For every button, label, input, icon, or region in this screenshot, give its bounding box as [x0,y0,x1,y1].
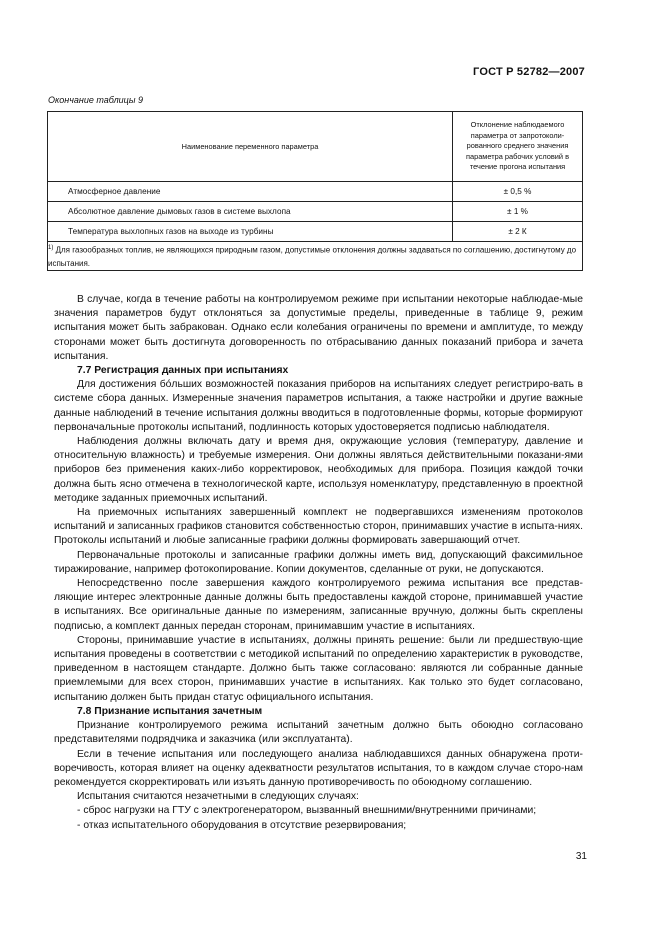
paragraph: Если в течение испытания или последующего анализа наблюдавшихся данных обнаружена проти-воречивость, которая влияет на оценку адекватности результатов испытания, то в каждом случае сторо-нам рекомендуется скорректировать или изъять данную противоречивость по обоюдному соглашению. [54,748,583,788]
paragraph: На приемочных испытаниях завершенный комплект не подвергавшихся изменениям протоколов испытаний и записанных графиков становится собственностью сторон, принимавших участие в испыта-ниях. Протоколы испытаний и любые записанные графики должны формировать завершающий отчет. [54,507,583,547]
paragraph: Стороны, принимавшие участие в испытаниях, должны принять решение: были ли предшествую-щие испытания проведены в соответствии с методикой испытаний по определению характеристик в руководстве, приведенном в настоящем стандарте. Должно быть также согласовано: являются ли собранные данные приемлемыми для всех сторон, принимавших участие в испытаниях. Как только это будет согласовано, испытанию должен быть придан статус официального испытания. [54,634,583,703]
table-caption: Окончание таблицы 9 [48,95,143,105]
param-cell: Атмосферное давление [48,182,453,202]
table-footnote [48,242,583,271]
deviation-cell: ± 1 % [453,202,583,222]
footnote-mark: 1) [48,245,54,251]
standard-header: ГОСТ Р 52782—2007 [473,66,585,78]
table-row [48,222,583,242]
table-9 [47,111,583,271]
paragraph: Первоначальные протоколы и записанные графики должны иметь вид, допускающий факсимильное тиражирование, например фотокопирование. Копии документов, сделанные от руки, не допускаются. [54,549,583,575]
paragraph: В случае, когда в течение работы на контролируемом режиме при испытании некоторые наблюдае-мые значения параметров будут отклоняться за допустимые пределы, приведенные в таблице 9, режим испытания может быть забракован. Однако если колебания ограничены по времени и амплитуде, то между сторонами может быть достигнута договоренность по отбрасыванию данных показаний прибора и зачета испытания. [54,294,583,362]
deviation-cell: ± 2 К [453,222,583,242]
header-deviation [453,112,583,182]
paragraph: Испытания считаются незачетными в следующих случаях: [77,791,359,803]
list-item: - отказ испытательного оборудования в отсутствие резервирования; [77,819,407,831]
table-row [48,202,583,222]
paragraph: Для достижения бо́льших возможностей показания приборов на испытаниях следует регистриро-вать в системе сбора данных. Измеренные значения параметров испытания, а также настройки и другие важные данные наблюдений в течение испытания должны вводиться в подготовленные формы, которые формируют первоначальные протоколы испытаний, подлинность которых удостоверяется подписью наблюдателя. [54,379,583,433]
body-text [54,293,583,833]
header-deviation-line: параметра от запротоколи- [470,130,565,140]
param-cell: Абсолютное давление дымовых газов в системе выхлопа [48,202,453,222]
section-heading-7-7: 7.7 Регистрация данных при испытаниях [77,365,289,377]
table-row [48,182,583,202]
header-deviation-line: течение прогона испытания [469,162,566,172]
section-heading-7-8: 7.8 Признание испытания зачетным [77,705,263,717]
paragraph: Признание контролируемого режима испытаний зачетным должно быть обоюдно согласовано представителями подрядчика и заказчика (или эксплуатанта). [54,720,583,746]
paragraph: Непосредственно после завершения каждого контролируемого режима испытания все представ-ляющие интерес электронные данные должны быть предоставлены каждой стороне, принимавшей участие в испытаниях. Все оригинальные данные по измерениям, записанные вручную, должны быть скреплены подписью, а комплект данных передан сторонам, принимавшим участие в испытаниях. [54,578,583,632]
deviation-cell: ± 0,5 % [453,182,583,202]
param-cell: Температура выхлопных газов на выходе из турбины [48,222,453,242]
table-footnote-row [48,242,583,271]
table-header-row [48,112,583,182]
header-deviation-line: Отклонение наблюдаемого [470,120,565,130]
header-deviation-line: рованного среднего значения [466,141,569,151]
header-deviation-line: параметра рабочих условий в [465,151,570,161]
list-item: - сброс нагрузки на ГТУ с электрогенератором, вызванный внешними/внутренними причинами; [77,805,537,817]
paragraph: Наблюдения должны включать дату и время дня, окружающие условия (температуру, давление и относительную влажность) и требуемые измерения. Они должны являться действительными показани-ями приборов без применения каких-либо корректировок, необходимых для прибора. Позиция каждой точки должна быть ясно отмечена в технологической карте, используя номенклатуру, представленную в проектной методике заданных приемочных испытаний. [54,436,583,504]
footnote-text: Для газообразных топлив, не являющихся природным газом, допустимые отклонения должны задаваться по соглашению, достигнутому до испытания. [48,245,577,268]
page-number: 31 [575,851,587,862]
header-param: Наименование переменного параметра [48,112,453,182]
